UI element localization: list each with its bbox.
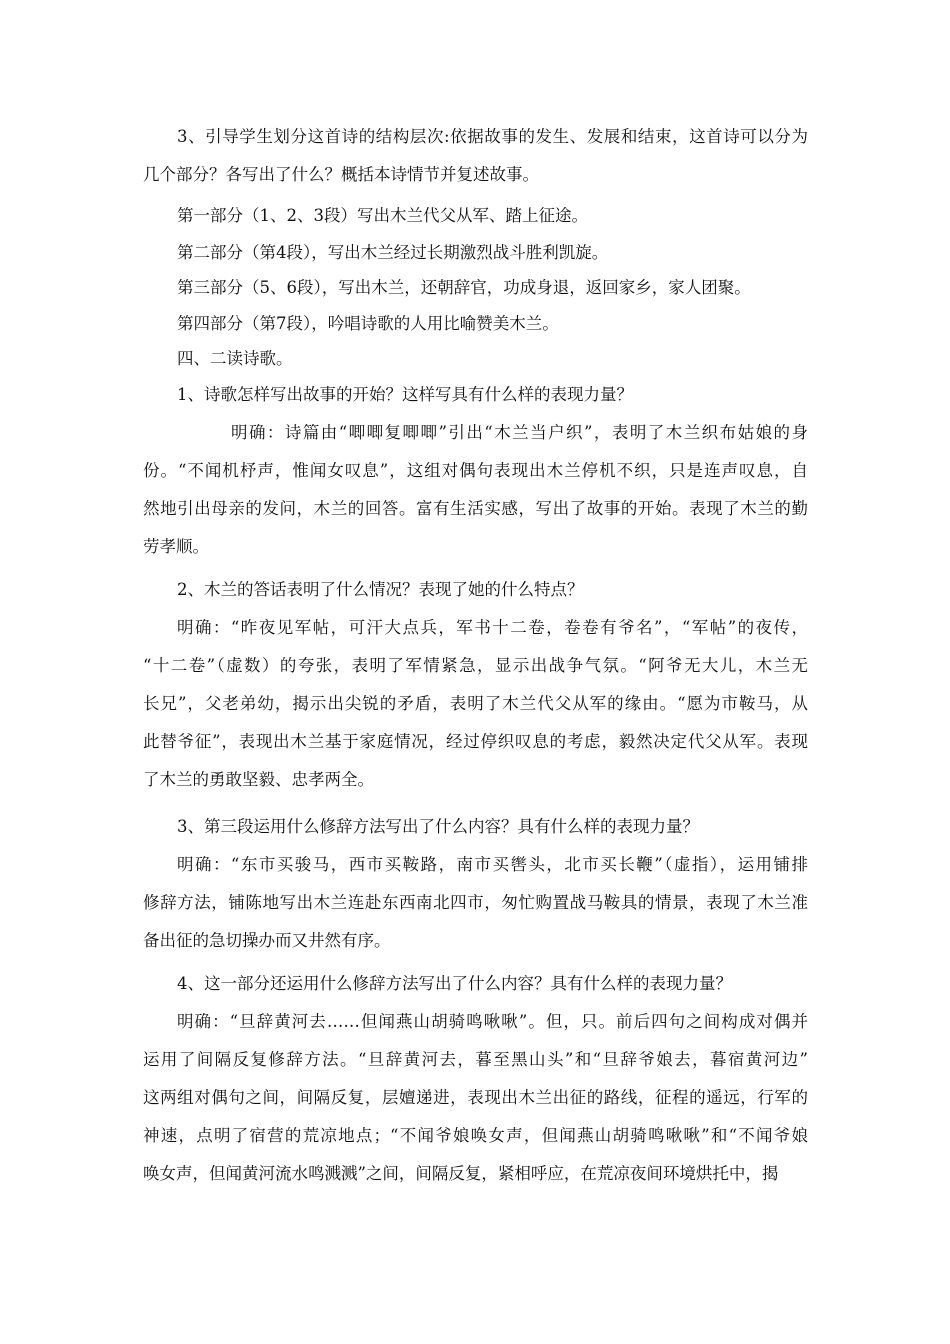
text-line: 3、第三段运用什么修辞方法写出了什么内容？具有什么样的表现力量？ [177, 817, 699, 836]
text-line: 了木兰的勇敢坚毅、忠孝两全。 [143, 770, 374, 789]
text-line: 备出征的急切操办而又井然有序。 [143, 931, 391, 950]
text-line: 2、木兰的答话表明了什么情况？表现了她的什么特点？ [177, 580, 584, 599]
text-line: 神速，点明了宿营的荒凉地点；“不闻爷娘唤女声，但闻燕山胡骑鸣啾啾”和“不闻爷娘 [143, 1126, 808, 1145]
text-line: 唤女声，但闻黄河流水鸣溅溅”之间，间隔反复，紧相呼应，在荒凉夜间环境烘托中，揭 [143, 1164, 779, 1183]
text-line: 第二部分（第4段），写出木兰经过长期激烈战斗胜利凯旋。 [177, 243, 609, 262]
text-line: 运用了间隔反复修辞方法。“旦辞黄河去，暮至黑山头”和“旦辞爷娘去，暮宿黄河边” [143, 1050, 808, 1069]
paragraph-part-two [0, 243, 950, 263]
text-line: 明确：“东市买骏马，西市买鞍路，南市买辔头，北市买长鞭”（虚指），运用铺排 [177, 855, 808, 874]
text-line: 3、引导学生划分这首诗的结构层次:依据故事的发生、发展和结束，这首诗可以分为 [177, 127, 808, 146]
text-line: 四、二读诗歌。 [177, 349, 293, 368]
answer-four [0, 1012, 950, 1184]
question-one [0, 385, 950, 405]
text-line: “十二卷”（虚数）的夸张，表明了军情紧急，显示出战争气氛。“阿爷无大儿，木兰无 [143, 656, 808, 675]
paragraph-part-three [0, 278, 950, 298]
text-line: 劳孝顺。 [143, 537, 209, 556]
text-line: 这两组对偶句之间，间隔反复，层嬗递进，表现出木兰出征的路线，征程的遥远，行军的 [143, 1088, 808, 1107]
paragraph-part-one [0, 206, 950, 226]
text-line: 份。“不闻机杼声，惟闻女叹息”，这组对偶句表现出木兰停机不织，只是连声叹息，自 [143, 461, 808, 480]
paragraph-structure-question [0, 127, 950, 185]
text-line: 明确：“昨夜见军帖，可汗大点兵，军书十二卷，卷卷有爷名”，“军帖”的夜传， [177, 618, 808, 637]
question-two [0, 580, 950, 600]
text-line: 明确：“旦辞黄河去……但闻燕山胡骑鸣啾啾”。但，只。前后四句之间构成对偶并 [177, 1012, 808, 1031]
section-heading-second-reading [0, 349, 950, 369]
text-line: 1、诗歌怎样写出故事的开始？这样写具有什么样的表现力量？ [177, 385, 633, 404]
text-line: 修辞方法，铺陈地写出木兰连赴东西南北四市，匆忙购置战马鞍具的情景，表现了木兰准 [143, 893, 808, 912]
text-line: 然地引出母亲的发问，木兰的回答。富有生活实感，写出了故事的开始。表现了木兰的勤 [143, 499, 808, 518]
text-line: 几个部分？各写出了什么？概括本诗情节并复述故事。 [143, 165, 539, 184]
text-line: 第三部分（5、6段），写出木兰，还朝辞官，功成身退，返回家乡，家人团聚。 [177, 278, 751, 297]
text-line: 第四部分（第7段），吟唱诗歌的人用比喻赞美木兰。 [177, 314, 559, 333]
question-four [0, 974, 950, 994]
answer-two [0, 618, 950, 790]
text-line: 4、这一部分还运用什么修辞方法写出了什么内容？具有什么样的表现力量？ [177, 974, 732, 993]
answer-one [0, 423, 950, 557]
text-line: 长兄”，父老弟幼，揭示出尖锐的矛盾，表明了木兰代父从军的缘由。“愿为市鞍马，从 [143, 694, 808, 713]
answer-three [0, 855, 950, 951]
text-line: 此替爷征”，表现出木兰基于家庭情况，经过停织叹息的考虑，毅然决定代父从军。表现 [143, 732, 808, 751]
text-line: 明确：诗篇由“唧唧复唧唧”引出“木兰当户织”，表明了木兰织布姑娘的身 [231, 423, 808, 442]
question-three [0, 817, 950, 837]
paragraph-part-four [0, 314, 950, 334]
text-line: 第一部分（1、2、3段）写出木兰代父从军、踏上征途。 [177, 206, 588, 225]
